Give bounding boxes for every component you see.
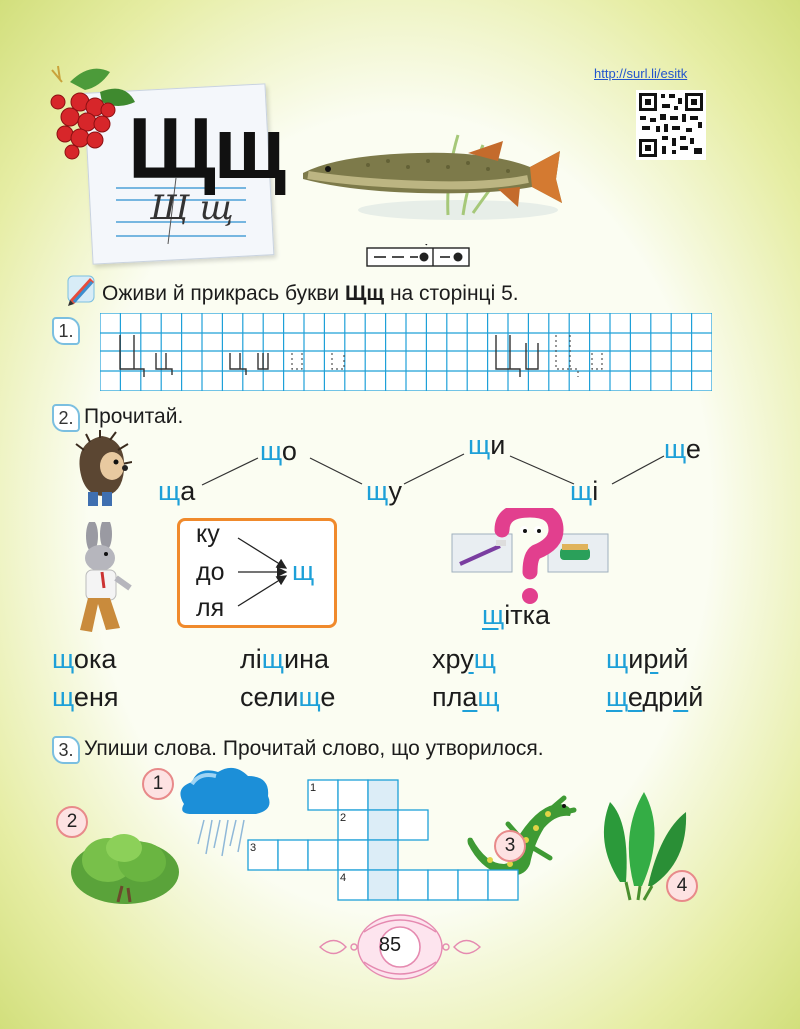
big-letter: Щщ (128, 101, 285, 197)
crossword-grid[interactable] (246, 778, 522, 904)
picture-number-3: 3 (494, 830, 526, 862)
box-arrows (234, 530, 294, 610)
box-item-do: до (196, 558, 225, 586)
word-shchyryi: щирий (606, 644, 689, 674)
word-shchenia: щеня (52, 682, 119, 712)
task2-title: Прочитай. (84, 405, 184, 428)
crossword-num-1: 1 (310, 782, 317, 794)
writing-grid[interactable] (100, 313, 712, 391)
box-item-ku: ку (196, 520, 220, 548)
word-khrushch: хрущ (432, 644, 496, 674)
crossword-num-4: 4 (340, 872, 347, 884)
rabbit-icon (64, 522, 144, 640)
pike-fish-icon (298, 95, 568, 225)
brush-question-icon (450, 508, 610, 608)
word-shchedryi: щедрий (606, 682, 704, 712)
task-number-3: 3. (52, 736, 80, 764)
syllable-shi: щі (570, 476, 599, 506)
task-number-1: 1. (52, 317, 80, 345)
crossword-num-3: 3 (250, 842, 257, 854)
word-lishchyna: ліщина (240, 644, 329, 674)
word-plashch: плащ (432, 682, 500, 712)
syllable-shy: щи (468, 430, 506, 460)
task-number-2: 2. (52, 404, 80, 432)
picture-number-4: 4 (666, 870, 698, 902)
syllable-sho: що (260, 436, 297, 466)
box-item-lia: ля (196, 594, 225, 622)
page-number: 85 (378, 934, 402, 956)
crossword-num-2: 2 (340, 812, 347, 824)
sound-scheme (366, 244, 470, 268)
box-target-letter: щ (292, 556, 315, 586)
syllable-lines (150, 440, 710, 500)
viburnum-berries-icon (40, 62, 140, 162)
qr-link[interactable]: http://surl.li/esitk (594, 66, 688, 81)
bush-icon (68, 826, 182, 906)
picture-number-2: 2 (56, 806, 88, 838)
pencil-paint-icon (62, 270, 100, 308)
word-selyshche: селище (240, 682, 336, 712)
task-intro-text: Оживи й прикрась букви Щщ на сторінці 5. (102, 282, 519, 305)
qr-code-icon (636, 90, 706, 160)
syllable-she: ще (664, 434, 701, 464)
brush-word: щітка (482, 600, 551, 630)
syllable-shu: щу (366, 476, 403, 506)
cursive-letter: Щ щ (150, 188, 234, 228)
hedgehog-icon (70, 430, 132, 510)
word-shchoka: щока (52, 644, 117, 674)
picture-number-1: 1 (142, 768, 174, 800)
syllable-sha: ща (158, 476, 196, 506)
task3-title: Упиши слова. Прочитай слово, що утворилося. (84, 737, 544, 760)
